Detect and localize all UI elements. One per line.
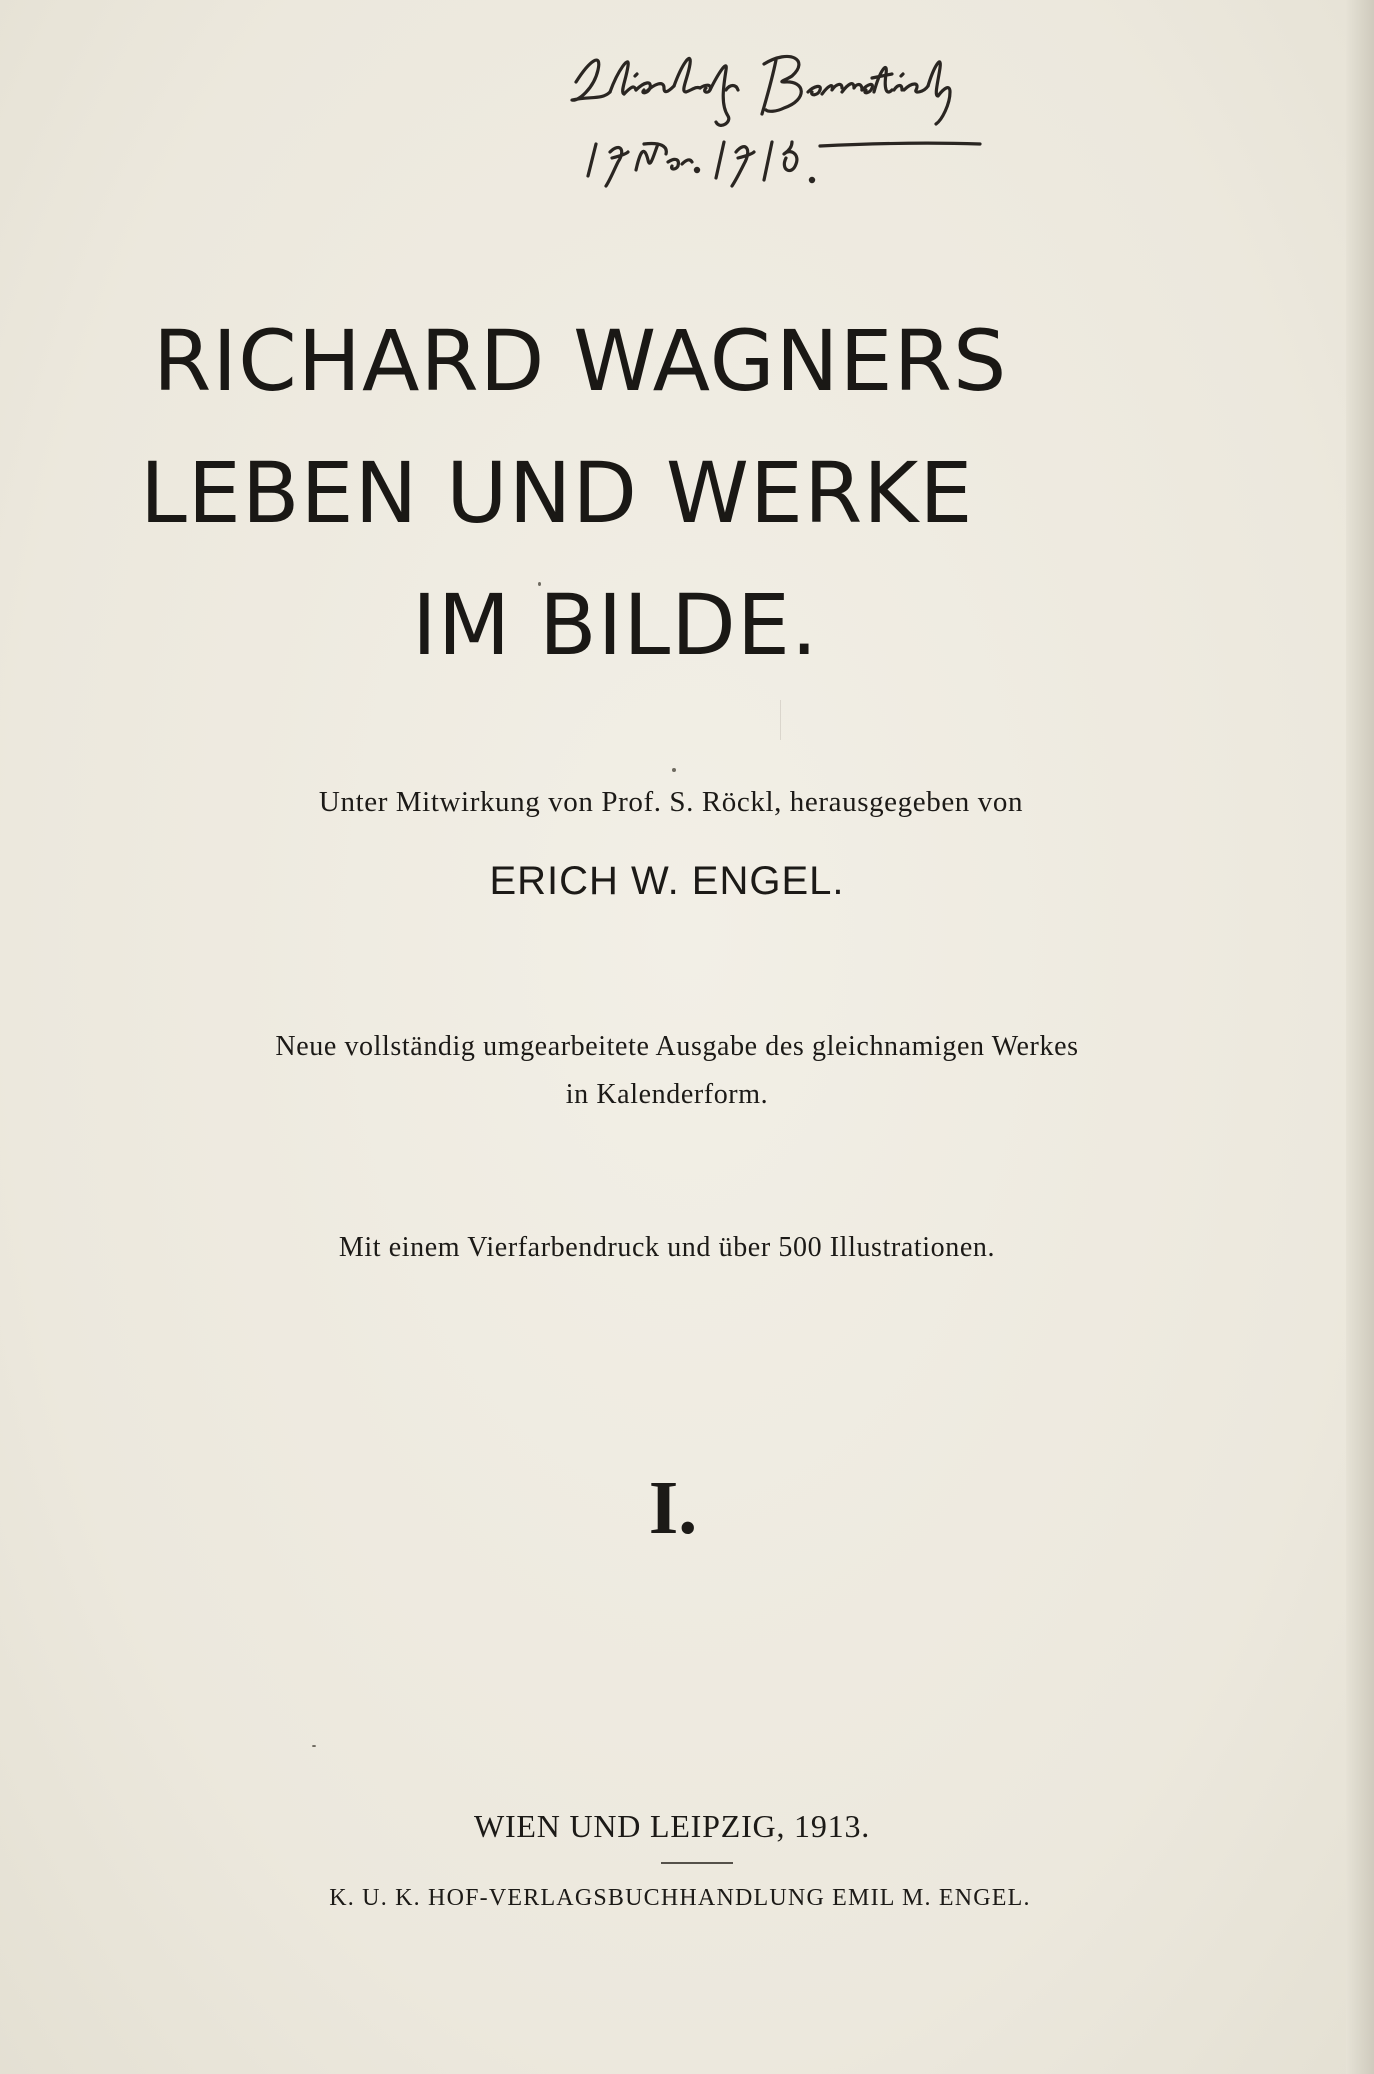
book-title (140, 295, 1160, 691)
edition-line-2: in Kalenderform. (565, 1079, 769, 1110)
volume-number: I. (648, 1466, 698, 1550)
title-line-2: LEBEN UND WERKE (140, 444, 974, 542)
paper-crease (780, 700, 781, 740)
handwritten-inscription (540, 30, 1100, 220)
title-line-3: IM BILDE. (412, 576, 819, 674)
edition-line-1: Neue vollständig umgearbeitete Ausgabe des gleichnamigen Werkes (275, 1031, 1079, 1062)
title-line-1: RICHARD WAGNERS (153, 312, 1008, 410)
imprint-divider (661, 1862, 733, 1864)
imprint-place-year: WIEN UND LEIPZIG, 1913. (473, 1808, 871, 1844)
contributor-line: Unter Mitwirkung von Prof. S. Röckl, herausgegeben von (318, 786, 1024, 818)
illustrations-line: Mit einem Vierfarbendruck und über 500 Illustrationen. (338, 1232, 996, 1263)
paper-speck (312, 1745, 316, 1747)
imprint-publisher: K. U. K. HOF-VERLAGSBUCHHANDLUNG EMIL M. ENGEL. (329, 1885, 1031, 1911)
paper-speck (672, 768, 676, 772)
editor-name: ERICH W. ENGEL. (489, 859, 845, 903)
